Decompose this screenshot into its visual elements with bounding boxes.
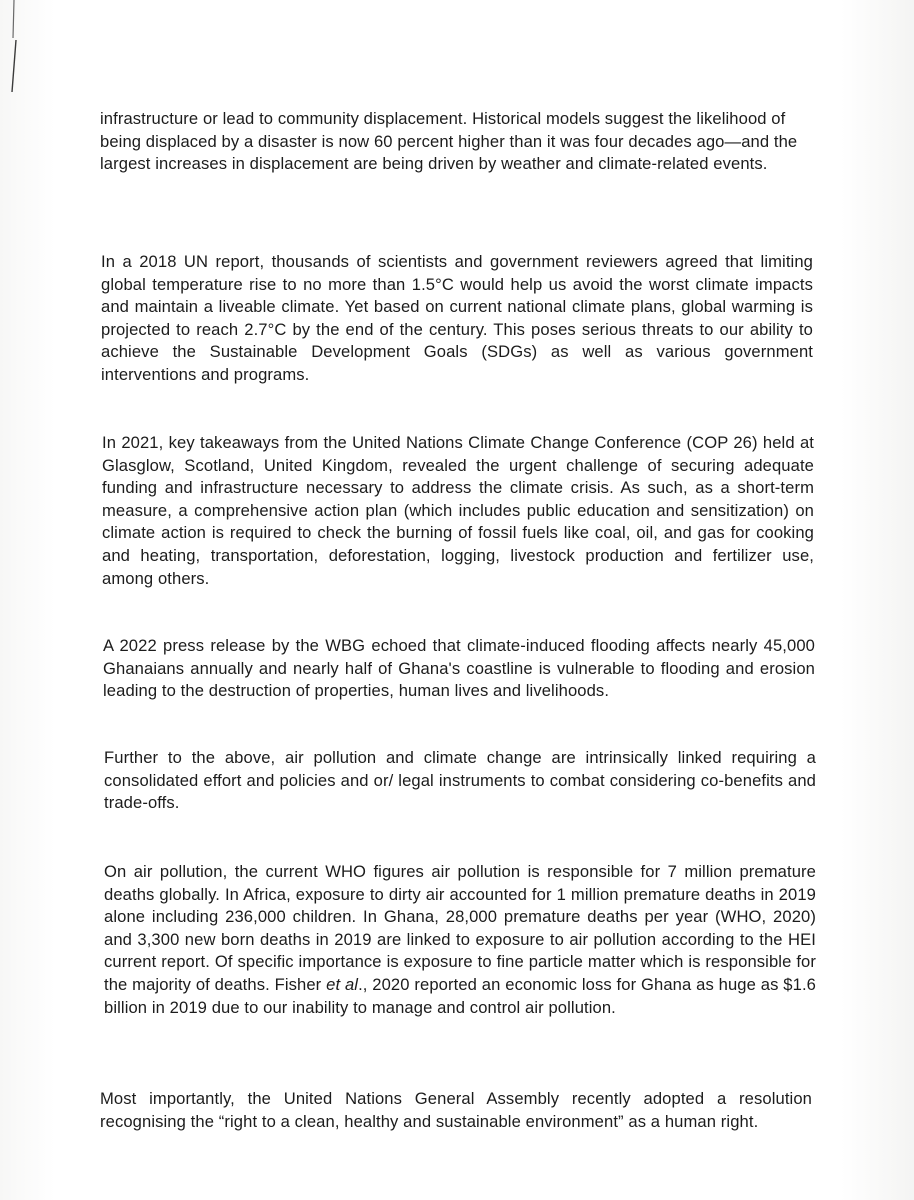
- paragraph-air-pollution-text-start: On air pollution, the current WHO figures air pollution is responsible for 7 million premature deaths globally. In Africa, exposure to dirty air accounted for 1 million premature deaths in 2019 alone including 236,000 children. In Ghana, 28,000 premature deaths per year (WHO, 2020) and 3,300 new born deaths in 2019 are linked to exposure to air pollution according to the HEI current report. Of specific importance is exposure to fine particle matter which is responsible for the majority of deaths. Fisher: [104, 862, 816, 994]
- paragraph-air-pollution-figures: [104, 861, 816, 1019]
- pen-stroke-mark: [0, 0, 40, 110]
- paragraph-displacement: infrastructure or lead to community displacement. Historical models suggest the likelihood of being displaced by a disaster is now 60 percent higher than it was four decades ago—and the largest increases in displacement are being driven by weather and climate-related events.: [100, 109, 798, 174]
- citation-et-al: et al: [326, 974, 359, 994]
- paragraph-un-report-2018: In a 2018 UN report, thousands of scientists and government reviewers agreed that limiting global temperature rise to no more than 1.5°C would help us avoid the worst climate impacts and maintain a liveable climate. Yet based on current national climate plans, global warming is projected to reach 2.7°C by the end of the century. This poses serious threats to our ability to achieve the Sustainable Development Goals (SDGs) as well as various government interventions and programs.: [101, 252, 813, 384]
- paragraph-air-pollution-text-end: ., 2020 reported an economic loss for Ghana as huge as $1.6 billion in 2019 due to our inability to manage and control air pollution.: [104, 974, 816, 1017]
- paragraph-air-pollution-climate-link: Further to the above, air pollution and climate change are intrinsically linked requiring a consolidated effort and policies and or/ legal instruments to combat considering co-benefits and trade-offs.: [104, 748, 816, 813]
- paragraph-un-general-assembly: Most importantly, the United Nations General Assembly recently adopted a resolution recognising the “right to a clean, healthy and sustainable environment” as a human right.: [100, 1089, 812, 1131]
- paragraph-cop26-2021: In 2021, key takeaways from the United Nations Climate Change Conference (COP 26) held at Glasglow, Scotland, United Kingdom, revealed the urgent challenge of securing adequate funding and infrastructure necessary to address the climate crisis. As such, as a short-term measure, a comprehensive action plan (which includes public education and sensitization) on climate action is required to check the burning of fossil fuels like coal, oil, and gas for cooking and heating, transportation, deforestation, logging, livestock production and fertilizer use, among others.: [102, 433, 814, 588]
- paragraph-wbg-press-release: A 2022 press release by the WBG echoed that climate-induced flooding affects nearly 45,000 Ghanaians annually and nearly half of Ghana's coastline is vulnerable to flooding and erosion leading to the destruction of properties, human lives and livelihoods.: [103, 636, 815, 701]
